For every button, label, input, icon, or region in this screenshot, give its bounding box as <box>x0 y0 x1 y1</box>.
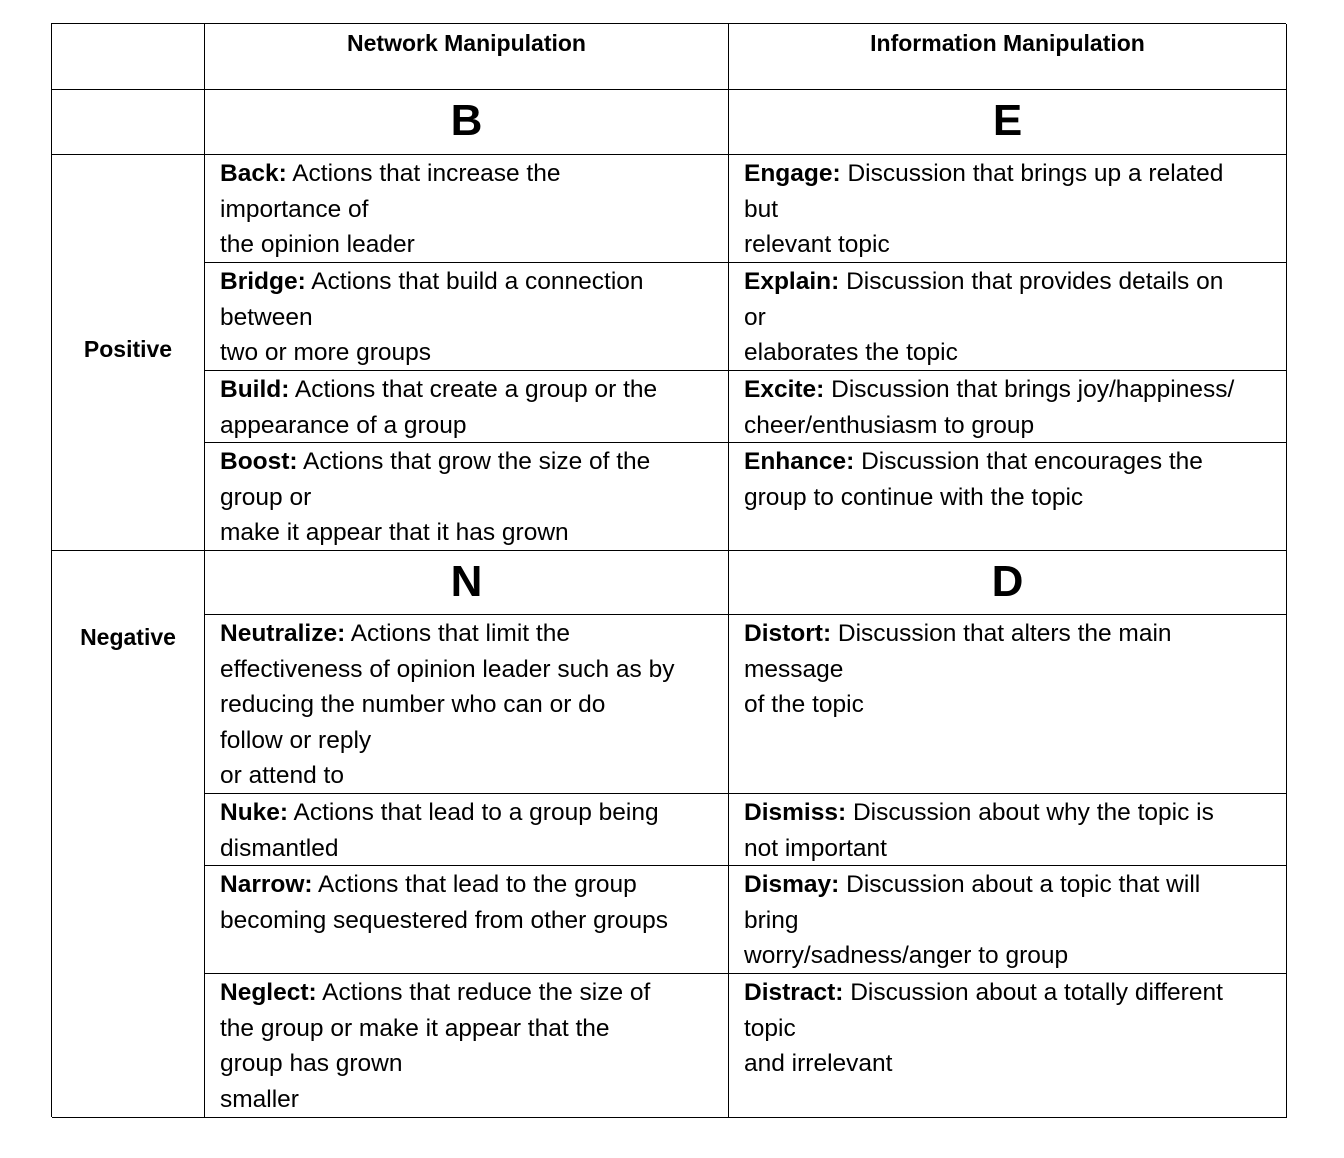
cell-excite <box>729 371 1287 443</box>
desc-line: smaller <box>220 1085 299 1113</box>
cell-neutralize <box>205 615 729 794</box>
cell-boost <box>205 443 729 551</box>
desc-line: of the topic <box>744 691 864 719</box>
letter-row-blank-cell <box>52 90 205 155</box>
negative-label-text: Negative <box>80 624 176 650</box>
desc-line: worry/sadness/anger to group <box>744 942 1069 970</box>
desc-line: Actions that lead to the group <box>312 871 637 898</box>
letter-n: N <box>205 551 729 615</box>
letter-e: E <box>729 90 1287 155</box>
term: Build: <box>220 376 290 403</box>
desc-line: Discussion about a topic that will <box>839 871 1201 898</box>
cell-build <box>205 371 729 443</box>
desc-line: follow or reply <box>220 726 372 754</box>
desc-line: or attend to <box>220 762 344 790</box>
desc-line: message <box>744 655 844 683</box>
desc-line: topic <box>744 1014 796 1042</box>
term: Nuke: <box>220 799 289 826</box>
term: Explain: <box>744 268 840 295</box>
term: Distract: <box>744 979 844 1006</box>
desc-line: two or more groups <box>220 339 432 367</box>
desc-line: Discussion that brings joy/happiness/ <box>824 376 1235 403</box>
desc-line: Discussion that provides details on <box>839 268 1224 295</box>
desc-line: or <box>744 303 766 331</box>
desc-line: between <box>220 303 313 331</box>
desc-line: Actions that increase the <box>286 160 561 187</box>
positive-row-label <box>52 155 205 551</box>
cell-back <box>205 155 729 263</box>
term: Narrow: <box>220 871 313 898</box>
term: Excite: <box>744 376 825 403</box>
desc-line: Actions that lead to a group being <box>288 799 659 826</box>
desc-line: Actions that grow the size of the <box>297 448 651 475</box>
term: Dismay: <box>744 871 840 898</box>
desc-line: Discussion that brings up a related <box>840 160 1224 187</box>
bend-framework-table <box>51 23 1286 1117</box>
letter-b: B <box>205 90 729 155</box>
positive-label-text: Positive <box>83 336 173 362</box>
desc-line: the opinion leader <box>220 231 415 259</box>
term: Bridge: <box>220 268 306 295</box>
cell-narrow <box>205 866 729 974</box>
desc-line: not important <box>744 834 887 862</box>
desc-line: cheer/enthusiasm to group <box>744 411 1035 439</box>
desc-line: dismantled <box>220 834 339 862</box>
cell-enhance <box>729 443 1287 551</box>
desc-line: effectiveness of opinion leader such as by <box>220 655 675 683</box>
desc-line: Actions that reduce the size of <box>316 979 651 1006</box>
cell-distract <box>729 974 1287 1118</box>
term: Distort: <box>744 620 832 647</box>
desc-line: Actions that create a group or the <box>289 376 658 403</box>
cell-nuke <box>205 794 729 866</box>
desc-line: relevant topic <box>744 231 890 259</box>
desc-line: reducing the number who can or do <box>220 691 606 719</box>
term: Neglect: <box>220 979 317 1006</box>
desc-line: and irrelevant <box>744 1050 893 1078</box>
term: Dismiss: <box>744 799 847 826</box>
desc-line: appearance of a group <box>220 411 467 439</box>
desc-line: becoming sequestered from other groups <box>220 906 669 934</box>
desc-line: group to continue with the topic <box>744 483 1084 511</box>
term: Boost: <box>220 448 298 475</box>
information-manipulation-header: Information Manipulation <box>729 24 1287 90</box>
term: Enhance: <box>744 448 855 475</box>
term: Engage: <box>744 160 841 187</box>
desc-line: Actions that build a connection <box>305 268 644 295</box>
cell-dismay <box>729 866 1287 974</box>
desc-line: Discussion that encourages the <box>854 448 1203 475</box>
corner-cell <box>52 24 205 90</box>
desc-line: Discussion about a totally different <box>843 979 1223 1006</box>
desc-line: group or <box>220 483 312 511</box>
cell-explain <box>729 263 1287 371</box>
desc-line: group has grown <box>220 1050 403 1078</box>
desc-line: Discussion about why the topic is <box>846 799 1214 826</box>
term: Back: <box>220 160 287 187</box>
negative-row-label <box>52 551 205 1118</box>
network-manipulation-header: Network Manipulation <box>205 24 729 90</box>
desc-line: make it appear that it has grown <box>220 519 569 547</box>
desc-line: the group or make it appear that the <box>220 1014 610 1042</box>
cell-distort <box>729 615 1287 794</box>
desc-line: elaborates the topic <box>744 339 958 367</box>
cell-bridge <box>205 263 729 371</box>
cell-engage <box>729 155 1287 263</box>
letter-d: D <box>729 551 1287 615</box>
desc-line: Actions that limit the <box>345 620 570 647</box>
desc-line: but <box>744 195 779 223</box>
desc-line: Discussion that alters the main <box>831 620 1172 647</box>
desc-line: bring <box>744 906 799 934</box>
term: Neutralize: <box>220 620 346 647</box>
cell-dismiss <box>729 794 1287 866</box>
cell-neglect <box>205 974 729 1118</box>
desc-line: importance of <box>220 195 369 223</box>
